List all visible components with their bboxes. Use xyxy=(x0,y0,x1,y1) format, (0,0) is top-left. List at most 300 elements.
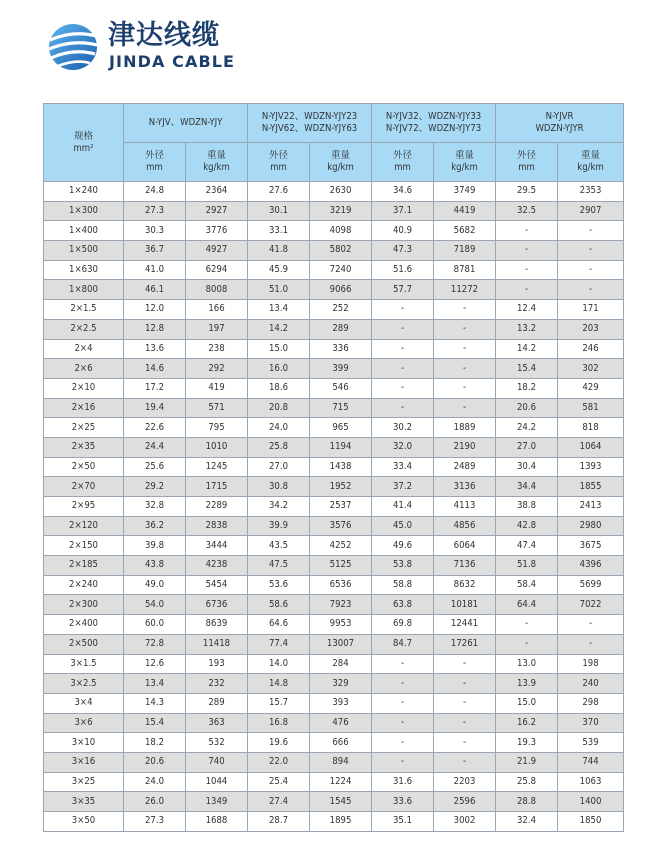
value-cell: 10181 xyxy=(434,595,496,615)
value-cell: 19.3 xyxy=(496,733,558,753)
value-cell: 539 xyxy=(558,733,624,753)
value-cell: 238 xyxy=(186,339,248,359)
value-cell: 965 xyxy=(310,418,372,438)
value-cell: 8632 xyxy=(434,575,496,595)
value-cell: 246 xyxy=(558,339,624,359)
value-cell: 33.4 xyxy=(372,457,434,477)
spec-cell: 2×95 xyxy=(44,497,124,517)
table-row xyxy=(44,319,624,339)
value-cell: 26.0 xyxy=(124,792,186,812)
value-cell: - xyxy=(558,280,624,300)
value-cell: 21.9 xyxy=(496,752,558,772)
value-cell: 1952 xyxy=(310,477,372,497)
outer-diameter-header-unit: mm xyxy=(394,162,411,173)
value-cell: 532 xyxy=(186,733,248,753)
weight-header xyxy=(434,143,496,182)
value-cell: 45.9 xyxy=(248,260,310,280)
spec-cell: 3×2.5 xyxy=(44,674,124,694)
value-cell: 24.4 xyxy=(124,437,186,457)
value-cell: 12441 xyxy=(434,615,496,635)
spec-header-unit: mm² xyxy=(73,142,94,154)
value-cell: 795 xyxy=(186,418,248,438)
value-cell: - xyxy=(434,300,496,320)
value-cell: 14.2 xyxy=(496,339,558,359)
spec-cell: 1×630 xyxy=(44,260,124,280)
value-cell: 17261 xyxy=(434,634,496,654)
value-cell: 2190 xyxy=(434,437,496,457)
value-cell: 7923 xyxy=(310,595,372,615)
table-row xyxy=(44,300,624,320)
value-cell: 1063 xyxy=(558,772,624,792)
table-row xyxy=(44,339,624,359)
value-cell: 6064 xyxy=(434,536,496,556)
value-cell: 1245 xyxy=(186,457,248,477)
group-header-1 xyxy=(124,104,248,143)
value-cell: 2927 xyxy=(186,201,248,221)
value-cell: - xyxy=(372,752,434,772)
value-cell: 13.4 xyxy=(248,300,310,320)
spec-cell: 2×70 xyxy=(44,477,124,497)
group-header-4 xyxy=(496,104,624,143)
value-cell: 3444 xyxy=(186,536,248,556)
value-cell: 197 xyxy=(186,319,248,339)
weight-header-label: 重量 xyxy=(581,150,601,161)
value-cell: 1855 xyxy=(558,477,624,497)
table-row xyxy=(44,182,624,202)
spec-cell: 2×185 xyxy=(44,556,124,576)
value-cell: 27.3 xyxy=(124,812,186,832)
value-cell: 13.0 xyxy=(496,654,558,674)
value-cell: - xyxy=(434,713,496,733)
outer-diameter-header-unit: mm xyxy=(146,162,163,173)
value-cell: 203 xyxy=(558,319,624,339)
value-cell: 3136 xyxy=(434,477,496,497)
value-cell: 818 xyxy=(558,418,624,438)
value-cell: 32.8 xyxy=(124,497,186,517)
value-cell: 30.4 xyxy=(496,457,558,477)
value-cell: 41.4 xyxy=(372,497,434,517)
value-cell: 15.4 xyxy=(496,359,558,379)
value-cell: 4252 xyxy=(310,536,372,556)
value-cell: 546 xyxy=(310,378,372,398)
weight-header xyxy=(186,143,248,182)
value-cell: 193 xyxy=(186,654,248,674)
group-header-3 xyxy=(372,104,496,143)
spec-cell: 2×400 xyxy=(44,615,124,635)
group-header-line: N-YJVR xyxy=(545,111,574,122)
spec-cell: 2×4 xyxy=(44,339,124,359)
value-cell: 7189 xyxy=(434,241,496,261)
value-cell: 1715 xyxy=(186,477,248,497)
group-header-line: N-YJV22、WDZN-YJY23 xyxy=(261,111,358,122)
table-row xyxy=(44,516,624,536)
value-cell: 36.7 xyxy=(124,241,186,261)
value-cell: 666 xyxy=(310,733,372,753)
cable-spec-table xyxy=(43,103,624,832)
value-cell: 2838 xyxy=(186,516,248,536)
value-cell: 232 xyxy=(186,674,248,694)
value-cell: 37.2 xyxy=(372,477,434,497)
value-cell: 240 xyxy=(558,674,624,694)
value-cell: - xyxy=(558,634,624,654)
value-cell: 4419 xyxy=(434,201,496,221)
value-cell: 289 xyxy=(310,319,372,339)
value-cell: 33.1 xyxy=(248,221,310,241)
value-cell: 5802 xyxy=(310,241,372,261)
value-cell: 32.5 xyxy=(496,201,558,221)
value-cell: 47.5 xyxy=(248,556,310,576)
table-row xyxy=(44,280,624,300)
value-cell: 13.2 xyxy=(496,319,558,339)
sub-header-row xyxy=(44,143,624,182)
table-row xyxy=(44,359,624,379)
value-cell: - xyxy=(372,398,434,418)
outer-diameter-header-label: 外径 xyxy=(269,150,289,161)
value-cell: 30.2 xyxy=(372,418,434,438)
table-row xyxy=(44,693,624,713)
value-cell: 24.8 xyxy=(124,182,186,202)
value-cell: 25.8 xyxy=(496,772,558,792)
spec-cell: 3×16 xyxy=(44,752,124,772)
value-cell: 29.2 xyxy=(124,477,186,497)
value-cell: 22.6 xyxy=(124,418,186,438)
value-cell: 38.8 xyxy=(496,497,558,517)
table-row xyxy=(44,615,624,635)
value-cell: 2596 xyxy=(434,792,496,812)
value-cell: 64.4 xyxy=(496,595,558,615)
value-cell: 13.9 xyxy=(496,674,558,694)
spec-cell: 3×4 xyxy=(44,693,124,713)
value-cell: 1400 xyxy=(558,792,624,812)
value-cell: 13.4 xyxy=(124,674,186,694)
spec-cell: 2×50 xyxy=(44,457,124,477)
value-cell: 2413 xyxy=(558,497,624,517)
value-cell: - xyxy=(496,221,558,241)
value-cell: 1194 xyxy=(310,437,372,457)
weight-header-label: 重量 xyxy=(207,150,227,161)
value-cell: 6294 xyxy=(186,260,248,280)
value-cell: 32.0 xyxy=(372,437,434,457)
weight-header-label: 重量 xyxy=(455,150,475,161)
value-cell: 15.7 xyxy=(248,693,310,713)
value-cell: - xyxy=(372,713,434,733)
value-cell: 64.6 xyxy=(248,615,310,635)
value-cell: 7136 xyxy=(434,556,496,576)
value-cell: 58.6 xyxy=(248,595,310,615)
value-cell: 63.8 xyxy=(372,595,434,615)
value-cell: 4856 xyxy=(434,516,496,536)
value-cell: 1349 xyxy=(186,792,248,812)
value-cell: 399 xyxy=(310,359,372,379)
value-cell: 13.6 xyxy=(124,339,186,359)
value-cell: 25.4 xyxy=(248,772,310,792)
table-body xyxy=(44,182,624,832)
value-cell: - xyxy=(434,752,496,772)
value-cell: 47.3 xyxy=(372,241,434,261)
value-cell: 6736 xyxy=(186,595,248,615)
value-cell: 329 xyxy=(310,674,372,694)
spec-cell: 3×25 xyxy=(44,772,124,792)
value-cell: 8008 xyxy=(186,280,248,300)
value-cell: 13007 xyxy=(310,634,372,654)
value-cell: 14.0 xyxy=(248,654,310,674)
value-cell: 3776 xyxy=(186,221,248,241)
value-cell: 34.2 xyxy=(248,497,310,517)
value-cell: 49.6 xyxy=(372,536,434,556)
outer-diameter-header-label: 外径 xyxy=(517,150,537,161)
value-cell: 336 xyxy=(310,339,372,359)
table-row xyxy=(44,221,624,241)
value-cell: 740 xyxy=(186,752,248,772)
value-cell: 2980 xyxy=(558,516,624,536)
value-cell: - xyxy=(434,654,496,674)
value-cell: 19.4 xyxy=(124,398,186,418)
value-cell: 47.4 xyxy=(496,536,558,556)
value-cell: 51.6 xyxy=(372,260,434,280)
value-cell: 34.6 xyxy=(372,182,434,202)
table-row xyxy=(44,418,624,438)
spec-cell: 2×16 xyxy=(44,398,124,418)
value-cell: 15.0 xyxy=(248,339,310,359)
value-cell: - xyxy=(372,359,434,379)
table-row xyxy=(44,812,624,832)
value-cell: 7022 xyxy=(558,595,624,615)
group-header-line: WDZN-YJYR xyxy=(535,123,584,134)
value-cell: 28.7 xyxy=(248,812,310,832)
value-cell: - xyxy=(434,693,496,713)
value-cell: 5682 xyxy=(434,221,496,241)
value-cell: 4927 xyxy=(186,241,248,261)
table-row xyxy=(44,752,624,772)
value-cell: 43.8 xyxy=(124,556,186,576)
value-cell: 39.8 xyxy=(124,536,186,556)
value-cell: - xyxy=(496,615,558,635)
value-cell: 3675 xyxy=(558,536,624,556)
spec-cell: 2×1.5 xyxy=(44,300,124,320)
table-row xyxy=(44,634,624,654)
value-cell: 198 xyxy=(558,654,624,674)
outer-diameter-header xyxy=(372,143,434,182)
value-cell: 284 xyxy=(310,654,372,674)
table-row xyxy=(44,398,624,418)
table-row xyxy=(44,575,624,595)
value-cell: 2537 xyxy=(310,497,372,517)
value-cell: 84.7 xyxy=(372,634,434,654)
group-header-2 xyxy=(248,104,372,143)
value-cell: 2907 xyxy=(558,201,624,221)
value-cell: 20.6 xyxy=(496,398,558,418)
value-cell: 60.0 xyxy=(124,615,186,635)
value-cell: 51.8 xyxy=(496,556,558,576)
table-row xyxy=(44,536,624,556)
value-cell: - xyxy=(434,339,496,359)
spec-cell: 1×800 xyxy=(44,280,124,300)
spec-cell: 3×6 xyxy=(44,713,124,733)
group-header-line: N-YJV62、WDZN-YJY63 xyxy=(261,123,358,134)
table-row xyxy=(44,674,624,694)
value-cell: - xyxy=(558,260,624,280)
value-cell: - xyxy=(434,733,496,753)
spec-cell: 1×240 xyxy=(44,182,124,202)
value-cell: 35.1 xyxy=(372,812,434,832)
value-cell: 2289 xyxy=(186,497,248,517)
table-row xyxy=(44,378,624,398)
value-cell: 5454 xyxy=(186,575,248,595)
spec-cell: 2×240 xyxy=(44,575,124,595)
value-cell: 166 xyxy=(186,300,248,320)
value-cell: 12.4 xyxy=(496,300,558,320)
value-cell: 744 xyxy=(558,752,624,772)
value-cell: 49.0 xyxy=(124,575,186,595)
value-cell: 18.2 xyxy=(496,378,558,398)
brand-name-en: JINDA CABLE xyxy=(109,52,236,71)
value-cell: 1895 xyxy=(310,812,372,832)
value-cell: 77.4 xyxy=(248,634,310,654)
value-cell: 571 xyxy=(186,398,248,418)
value-cell: 4238 xyxy=(186,556,248,576)
table-row xyxy=(44,595,624,615)
value-cell: 8781 xyxy=(434,260,496,280)
weight-header xyxy=(558,143,624,182)
value-cell: - xyxy=(372,674,434,694)
value-cell: 1889 xyxy=(434,418,496,438)
value-cell: 72.8 xyxy=(124,634,186,654)
spec-cell: 2×500 xyxy=(44,634,124,654)
value-cell: 1545 xyxy=(310,792,372,812)
value-cell: 24.0 xyxy=(124,772,186,792)
outer-diameter-header-unit: mm xyxy=(270,162,287,173)
outer-diameter-header-label: 外径 xyxy=(393,150,413,161)
value-cell: 25.8 xyxy=(248,437,310,457)
value-cell: 7240 xyxy=(310,260,372,280)
brand-header xyxy=(46,18,306,74)
value-cell: 28.8 xyxy=(496,792,558,812)
weight-header-unit: kg/km xyxy=(327,162,354,173)
value-cell: 17.2 xyxy=(124,378,186,398)
value-cell: - xyxy=(558,241,624,261)
globe-logo-icon xyxy=(46,22,100,72)
value-cell: 1438 xyxy=(310,457,372,477)
value-cell: 16.0 xyxy=(248,359,310,379)
value-cell: 4113 xyxy=(434,497,496,517)
value-cell: 4098 xyxy=(310,221,372,241)
spec-cell: 2×10 xyxy=(44,378,124,398)
value-cell: 581 xyxy=(558,398,624,418)
value-cell: 11418 xyxy=(186,634,248,654)
value-cell: 363 xyxy=(186,713,248,733)
value-cell: 16.8 xyxy=(248,713,310,733)
spec-header-label: 规格 xyxy=(73,130,93,142)
value-cell: 46.1 xyxy=(124,280,186,300)
value-cell: 41.8 xyxy=(248,241,310,261)
value-cell: 39.9 xyxy=(248,516,310,536)
value-cell: 43.5 xyxy=(248,536,310,556)
value-cell: 2203 xyxy=(434,772,496,792)
table-row xyxy=(44,654,624,674)
value-cell: 45.0 xyxy=(372,516,434,536)
value-cell: 27.4 xyxy=(248,792,310,812)
spec-cell: 2×120 xyxy=(44,516,124,536)
value-cell: 12.8 xyxy=(124,319,186,339)
value-cell: 51.0 xyxy=(248,280,310,300)
outer-diameter-header xyxy=(496,143,558,182)
table-row xyxy=(44,556,624,576)
value-cell: 1393 xyxy=(558,457,624,477)
value-cell: 54.0 xyxy=(124,595,186,615)
table-row xyxy=(44,733,624,753)
spec-cell: 3×1.5 xyxy=(44,654,124,674)
spec-cell: 2×35 xyxy=(44,437,124,457)
value-cell: 58.8 xyxy=(372,575,434,595)
value-cell: 69.8 xyxy=(372,615,434,635)
value-cell: 14.8 xyxy=(248,674,310,694)
value-cell: 14.3 xyxy=(124,693,186,713)
value-cell: - xyxy=(496,280,558,300)
table-row xyxy=(44,792,624,812)
table-row xyxy=(44,497,624,517)
value-cell: 9953 xyxy=(310,615,372,635)
weight-header-unit: kg/km xyxy=(203,162,230,173)
value-cell: 12.0 xyxy=(124,300,186,320)
value-cell: 1064 xyxy=(558,437,624,457)
value-cell: 20.6 xyxy=(124,752,186,772)
spec-cell: 3×10 xyxy=(44,733,124,753)
value-cell: 6536 xyxy=(310,575,372,595)
value-cell: 2489 xyxy=(434,457,496,477)
group-header-line: N-YJV、WDZN-YJY xyxy=(148,117,223,128)
value-cell: 30.8 xyxy=(248,477,310,497)
value-cell: 32.4 xyxy=(496,812,558,832)
value-cell: - xyxy=(434,674,496,694)
value-cell: 252 xyxy=(310,300,372,320)
value-cell: - xyxy=(434,398,496,418)
value-cell: - xyxy=(496,260,558,280)
value-cell: 11272 xyxy=(434,280,496,300)
value-cell: 37.1 xyxy=(372,201,434,221)
value-cell: 1010 xyxy=(186,437,248,457)
outer-diameter-header xyxy=(124,143,186,182)
value-cell: 20.8 xyxy=(248,398,310,418)
table-row xyxy=(44,437,624,457)
value-cell: 18.6 xyxy=(248,378,310,398)
table-row xyxy=(44,772,624,792)
value-cell: 25.6 xyxy=(124,457,186,477)
value-cell: 393 xyxy=(310,693,372,713)
value-cell: 171 xyxy=(558,300,624,320)
group-header-line: N-YJV72、WDZN-YJY73 xyxy=(385,123,482,134)
value-cell: 34.4 xyxy=(496,477,558,497)
value-cell: - xyxy=(372,693,434,713)
value-cell: 289 xyxy=(186,693,248,713)
value-cell: 53.8 xyxy=(372,556,434,576)
weight-header-unit: kg/km xyxy=(451,162,478,173)
value-cell: 1850 xyxy=(558,812,624,832)
value-cell: 419 xyxy=(186,378,248,398)
table-row xyxy=(44,477,624,497)
value-cell: - xyxy=(372,378,434,398)
value-cell: 30.3 xyxy=(124,221,186,241)
value-cell: - xyxy=(372,733,434,753)
value-cell: 5699 xyxy=(558,575,624,595)
value-cell: - xyxy=(434,378,496,398)
spec-cell: 3×35 xyxy=(44,792,124,812)
value-cell: 42.8 xyxy=(496,516,558,536)
value-cell: 27.6 xyxy=(248,182,310,202)
value-cell: 18.2 xyxy=(124,733,186,753)
value-cell: 3749 xyxy=(434,182,496,202)
value-cell: 370 xyxy=(558,713,624,733)
spec-column-header xyxy=(44,104,124,182)
